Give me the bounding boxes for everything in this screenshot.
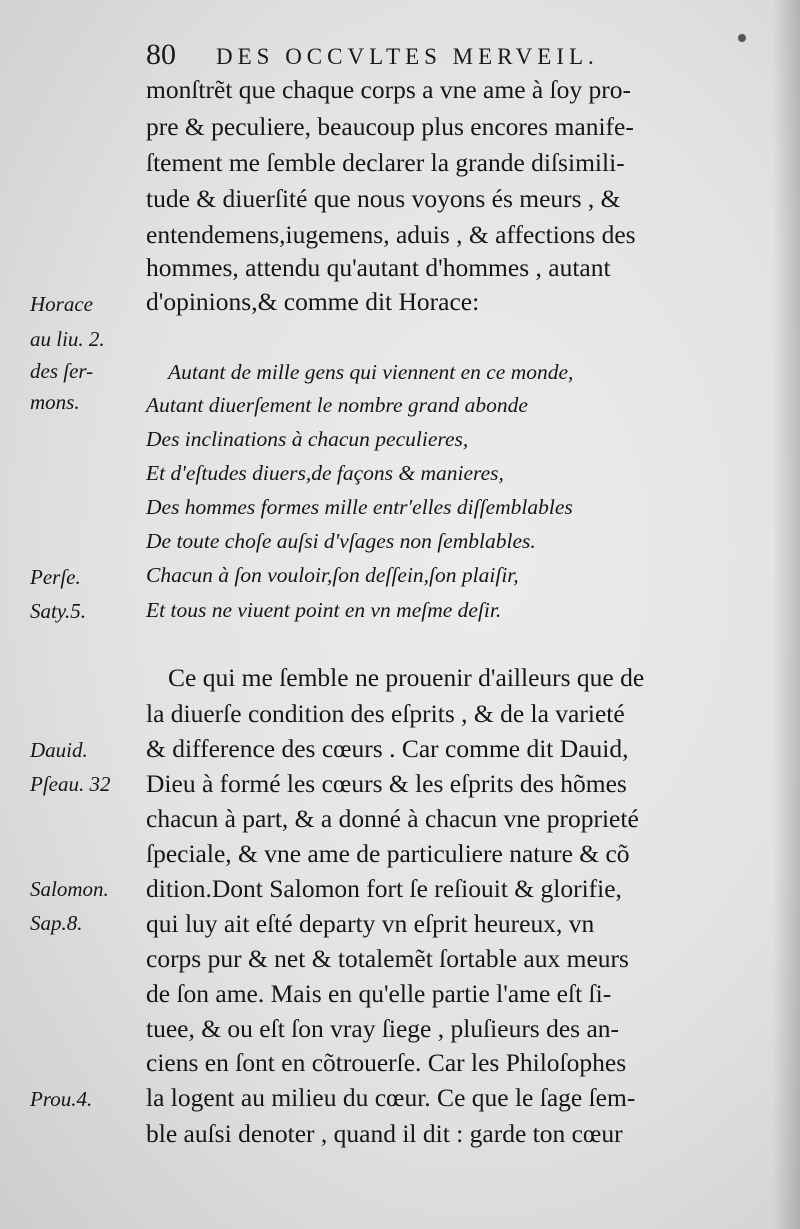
text-line: tuee, & ou eſt ſon vray ſiege , pluſieurs des an-: [146, 1014, 620, 1043]
ink-speck-icon: [738, 34, 746, 42]
text-line: tude & diuerſité que nous voyons és meurs , &: [146, 184, 621, 213]
running-title: DES OCCVLTES MERVEIL.: [216, 44, 599, 69]
text-line: la diuerſe condition des eſprits , & de la varieté: [146, 699, 625, 728]
verse-line: Des inclinations à chacun peculieres,: [146, 427, 469, 451]
text-line: de ſon ame. Mais en qu'elle partie l'ame eſt ſi-: [146, 979, 612, 1008]
margin-note: Sap.8.: [30, 911, 83, 935]
verse-line: Des hommes formes mille entr'elles diſſemblables: [146, 495, 573, 519]
verse-line: Et d'eſtudes diuers,de façons & manieres,: [146, 461, 504, 485]
margin-note: Perſe.: [30, 565, 81, 589]
page-gutter-shadow: [772, 0, 800, 1229]
margin-note: au liu. 2.: [30, 327, 105, 351]
page-number: 80: [146, 38, 176, 71]
text-line: monſtrẽt que chaque corps a vne ame à ſoy pro-: [146, 75, 632, 104]
text-line: chacun à part, & a donné à chacun vne proprieté: [146, 804, 639, 833]
margin-note: mons.: [30, 390, 80, 414]
text-line: entendemens,iugemens, aduis , & affections des: [146, 220, 636, 249]
margin-note: Dauid.: [30, 738, 88, 762]
text-line: qui luy ait eſté departy vn eſprit heureux, vn: [146, 909, 595, 938]
text-line: corps pur & net & totalemẽt ſortable aux meurs: [146, 944, 629, 973]
text-line: & difference des cœurs . Car comme dit Dauid,: [146, 734, 629, 763]
margin-note: Saty.5.: [30, 599, 86, 623]
text-line: pre & peculiere, beaucoup plus encores manife-: [146, 112, 634, 141]
text-line: ſtement me ſemble declarer la grande diſsimili-: [146, 148, 625, 177]
text-line: Ce qui me ſemble ne prouenir d'ailleurs que de: [168, 663, 645, 692]
text-line: la logent au milieu du cœur. Ce que le ſage ſem-: [146, 1083, 636, 1112]
margin-note: Horace: [30, 292, 93, 316]
verse-line: Chacun à ſon vouloir,ſon deſſein,ſon plaiſir,: [146, 563, 519, 587]
margin-note: Prou.4.: [30, 1087, 93, 1111]
text-line: ble auſsi denoter , quand il dit : garde ton cœur: [146, 1119, 623, 1148]
verse-line: Et tous ne viuent point en vn meſme deſir.: [146, 598, 502, 622]
text-line: d'opinions,& comme dit Horace:: [146, 287, 480, 316]
text-line: hommes, attendu qu'autant d'hommes , autant: [146, 253, 611, 282]
text-line: dition.Dont Salomon fort ſe reſiouit & glorifie,: [146, 874, 622, 903]
margin-note: Salomon.: [30, 877, 109, 901]
margin-note: des ſer-: [30, 359, 94, 383]
margin-note: Pſeau. 32: [30, 772, 111, 796]
text-line: ſpeciale, & vne ame de particuliere nature & cõ: [146, 839, 630, 868]
verse-line: Autant de mille gens qui viennent en ce monde,: [168, 360, 574, 384]
text-line: ciens en ſont en cõtrouerſe. Car les Philoſophes: [146, 1048, 627, 1077]
verse-line: Autant diuerſement le nombre grand abonde: [146, 393, 528, 417]
verse-line: De toute choſe auſsi d'vſages non ſemblables.: [146, 529, 536, 553]
text-line: Dieu à formé les cœurs & les eſprits des hõmes: [146, 769, 627, 798]
